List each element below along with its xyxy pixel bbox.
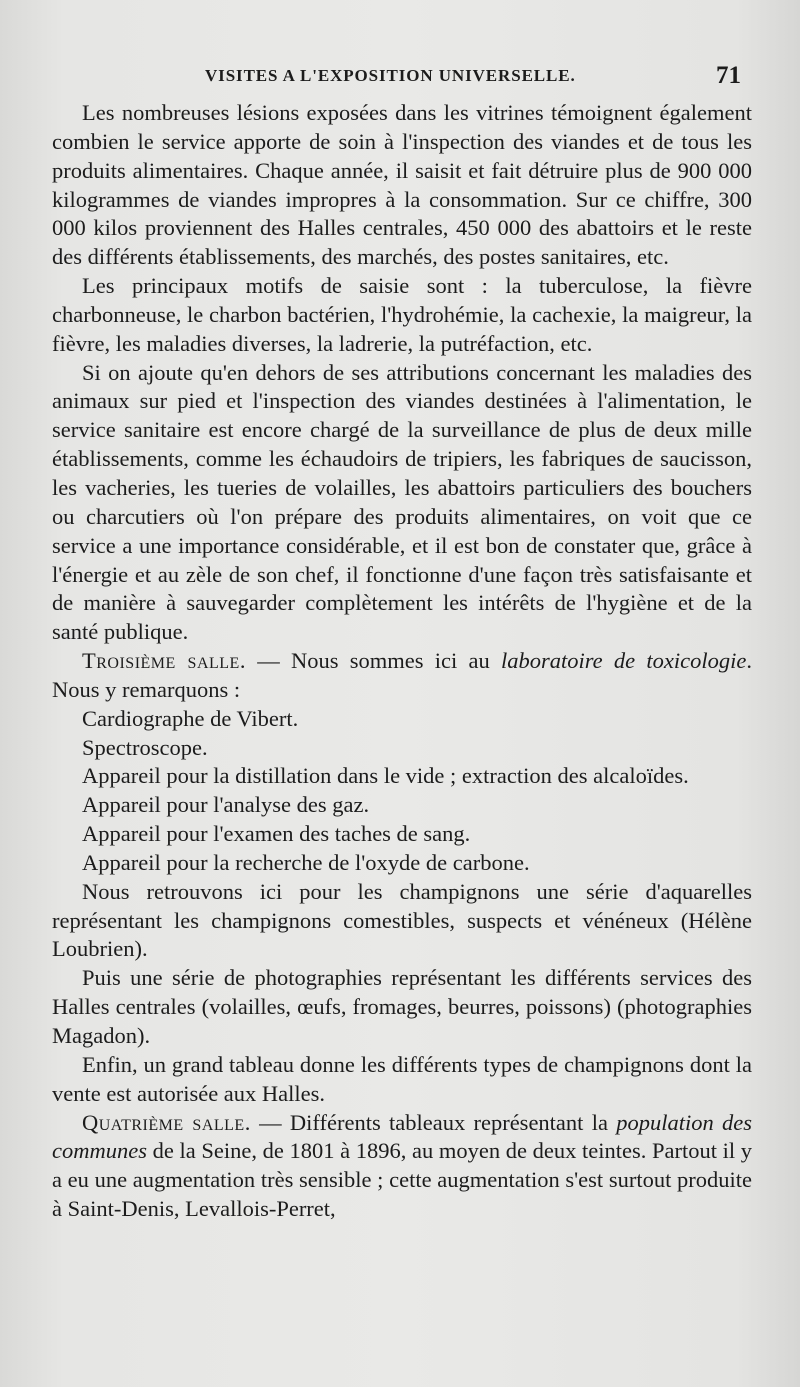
list-item: Spectroscope. [82,734,208,760]
paragraph-quatrieme-salle [52,1109,752,1224]
section-label: Quatrième salle. [82,1109,251,1135]
paragraph-text: — Différents tableaux représentant la [250,1109,617,1135]
list-item: Appareil pour l'examen des taches de sang. [82,821,471,847]
italic-term: population des communes [52,1109,753,1164]
page-number: 71 [716,62,741,89]
paragraph-motifs-saisie: Les principaux motifs de saisie sont : la tuberculose, la fièvre charbonneuse, le charbon bactérien, l'hydrohémie, la cachexie, la maigreur, la fièvre, les maladies diverses, la ladrerie, la putréfaction, etc. [52,273,752,356]
italic-term: laboratoire de toxicologie [501,648,747,674]
paragraph-text: . Nous y remarquons : [52,648,753,702]
list-item: Cardiographe de Vibert. [82,705,299,731]
list-item: Appareil pour la recherche de l'oxyde de carbone. [82,849,530,875]
paragraph-troisieme-salle [52,647,752,705]
page-header [0,62,800,92]
paragraph-photographies: Puis une série de photographies représentant les différents services des Halles centrales (volailles, œufs, fromages, beurres, poissons) (photographies Magadon). [52,965,752,1048]
section-label: Troisième salle. [82,648,246,674]
paragraph-tableau: Enfin, un grand tableau donne les différents types de champignons dont la vente est autorisée aux Halles. [52,1051,752,1106]
paragraph-text: — Nous sommes ici au [245,648,501,674]
body-text [52,99,752,1224]
list-item: Appareil pour la distillation dans le vide ; extraction des alcaloïdes. [82,763,689,789]
list-item: Appareil pour l'analyse des gaz. [82,792,370,818]
paragraph-text: de la Seine, de 1801 à 1896, au moyen de deux teintes. Partout il y a eu une augmentation très sensible ; cette augmentation s'est surtout produite à Saint-Denis, Levallois-Perret, [52,1138,752,1222]
paragraph-inspection: Les nombreuses lésions exposées dans les vitrines témoignent également combien le service apporte de soin à l'inspection des viandes et de tous les produits alimentaires. Chaque année, il saisit et fait détruire plus de 900 000 kilogrammes de viandes impropres à la consommation. Sur ce chiffre, 300 000 kilos proviennent des Halles centrales, 450 000 des abattoirs et le reste des différents établissements, des marchés, des postes sanitaires, etc. [52,100,752,270]
running-head: VISITES A L'EXPOSITION UNIVERSELLE. [205,66,576,85]
paragraph-service-sanitaire: Si on ajoute qu'en dehors de ses attributions concernant les maladies des animaux sur pied et l'inspection des viandes destinées à l'alimentation, le service sanitaire est encore chargé de la surveillance de plus de deux mille établissements, comme les échaudoirs de tripiers, les fabriques de saucisson, les vacheries, les tueries de volailles, les abattoirs particuliers des bouchers ou charcutiers où l'on prépare des produits alimentaires, on voit que ce service a une importance considérable, et il est bon de constater que, grâce à l'énergie et au zèle de son chef, il fonctionne d'une façon très satisfaisante et de manière à sauvegarder complètement les intérêts de l'hygiène et de la santé publique. [52,359,752,645]
paragraph-champignons: Nous retrouvons ici pour les champignons une série d'aquarelles représentant les champignons comestibles, suspects et vénéneux (Hélène Loubrien). [52,878,752,962]
